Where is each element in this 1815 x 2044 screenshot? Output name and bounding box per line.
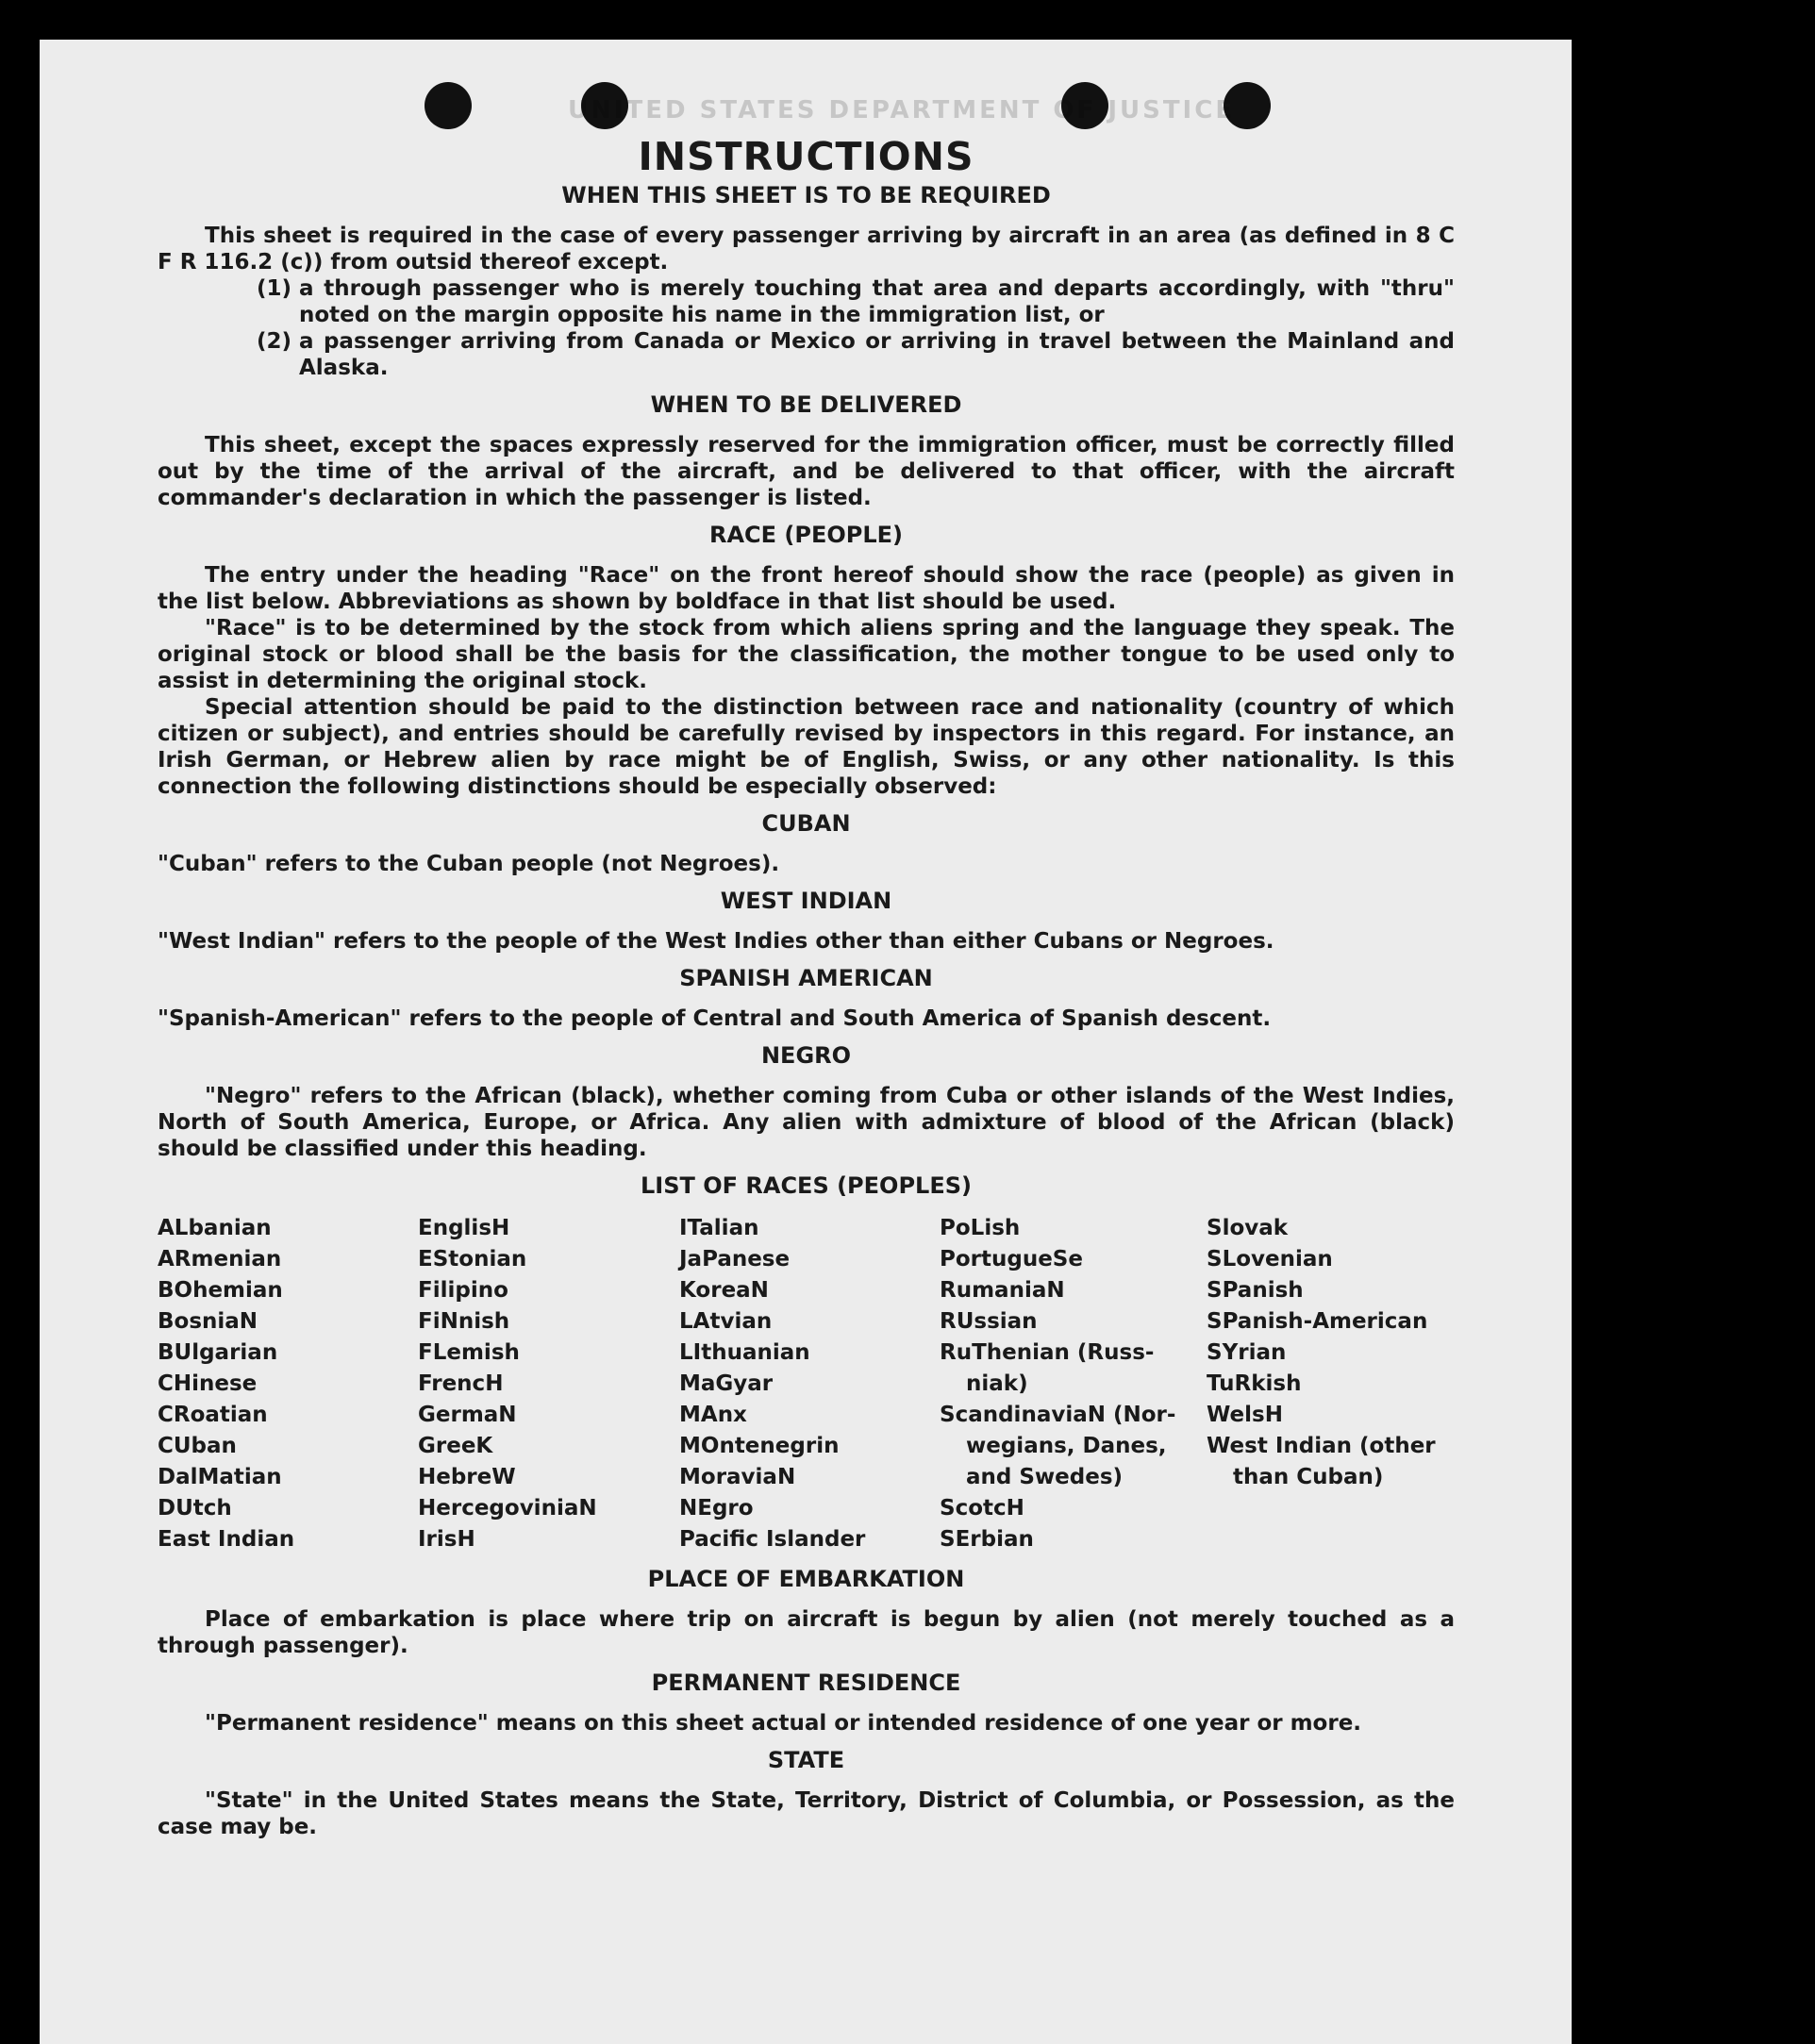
race-entry: GreeK [418, 1434, 493, 1458]
race-entry: MaGyar [679, 1371, 774, 1396]
paragraph: This sheet, except the spaces expressly reserved for the immigration officer, must be correctly filled out by the time of the arrival of the aircraft, and be delivered to that officer, with the aircraft commander's declaration in which the passenger is listed. [158, 433, 1455, 510]
race-entry: DalMatian [158, 1465, 282, 1489]
section-heading: WEST INDIAN [720, 888, 892, 914]
paragraph: "Cuban" refers to the Cuban people (not Negroes). [158, 852, 780, 876]
races-column [158, 1213, 418, 1555]
race-entry: East Indian [158, 1527, 295, 1552]
page-title: INSTRUCTIONS [638, 134, 974, 179]
paragraph: "State" in the United States means the State, Territory, District of Columbia, or Possession, as the case may be. [158, 1788, 1455, 1839]
race-entry: FLemish [418, 1340, 520, 1365]
list-number: (1) [257, 276, 292, 301]
races-column [679, 1213, 940, 1555]
race-entry: Filipino [418, 1278, 508, 1303]
race-entry: IrisH [418, 1527, 475, 1552]
race-entry: HebreW [418, 1465, 516, 1489]
list-item [158, 328, 1455, 381]
race-entry: DUtch [158, 1496, 232, 1521]
race-entry: RuThenian (Russ- [940, 1340, 1155, 1365]
paragraph: Place of embarkation is place where trip on aircraft is begun by alien (not merely touched as a through passenger). [158, 1607, 1455, 1658]
race-entry: TuRkish [1207, 1371, 1302, 1396]
list-number: (2) [257, 329, 292, 354]
race-entry: WelsH [1207, 1403, 1283, 1427]
section-heading: RACE (PEOPLE) [708, 522, 904, 548]
paragraph: "Permanent residence" means on this sheet actual or intended residence of one year or more. [205, 1711, 1362, 1736]
race-entry: SYrian [1207, 1340, 1287, 1365]
race-entry: MoraviaN [679, 1465, 796, 1489]
races-list [158, 1213, 1455, 1555]
race-entry: niak) [966, 1371, 1028, 1396]
section-heading: SPANISH AMERICAN [679, 965, 933, 991]
race-entry: Pacific Islander [679, 1527, 866, 1552]
race-entry: CRoatian [158, 1403, 268, 1427]
race-entry: PortugueSe [940, 1247, 1083, 1271]
race-entry: SLovenian [1207, 1247, 1333, 1271]
race-entry: Slovak [1207, 1216, 1289, 1240]
race-entry: LIthuanian [679, 1340, 810, 1365]
list-item [158, 275, 1455, 328]
section-heading: WHEN THIS SHEET IS TO BE REQUIRED [561, 182, 1051, 208]
section-heading: NEGRO [760, 1042, 852, 1069]
race-entry: FiNnish [418, 1309, 510, 1334]
section-heading: STATE [767, 1747, 845, 1773]
punch-hole [425, 82, 472, 129]
section-heading: PLACE OF EMBARKATION [647, 1566, 965, 1592]
race-entry: KoreaN [679, 1278, 769, 1303]
race-entry: LAtvian [679, 1309, 773, 1334]
race-entry: PoLish [940, 1216, 1021, 1240]
section-heading: PERMANENT RESIDENCE [651, 1670, 961, 1696]
race-entry: NEgro [679, 1496, 754, 1521]
section-heading: WHEN TO BE DELIVERED [650, 391, 962, 418]
race-entry: wegians, Danes, [966, 1434, 1167, 1458]
paragraph: "Spanish-American" refers to the people of Central and South America of Spanish descent. [158, 1006, 1272, 1031]
race-entry: EnglisH [418, 1216, 510, 1240]
instructions-content [158, 132, 1455, 1840]
race-entry: ALbanian [158, 1216, 272, 1240]
race-entry: West Indian (other [1207, 1434, 1436, 1458]
race-entry: SPanish-American [1207, 1309, 1428, 1334]
section-heading: CUBAN [761, 810, 851, 837]
race-entry: ITalian [679, 1216, 759, 1240]
race-entry: ARmenian [158, 1247, 282, 1271]
race-entry: SErbian [940, 1527, 1034, 1552]
race-entry: GermaN [418, 1403, 517, 1427]
race-entry: MOntenegrin [679, 1434, 840, 1458]
list-text: a passenger arriving from Canada or Mexico or arriving in travel between the Mainland and Alaska. [299, 329, 1455, 380]
race-entry: HercegoviniaN [418, 1496, 597, 1521]
race-entry: ScotcH [940, 1496, 1024, 1521]
race-entry: and Swedes) [966, 1465, 1124, 1489]
race-entry: BosniaN [158, 1309, 258, 1334]
race-entry: EStonian [418, 1247, 527, 1271]
document-sheet [40, 40, 1572, 2044]
race-entry: BOhemian [158, 1278, 283, 1303]
section-heading: LIST OF RACES (PEOPLES) [641, 1172, 972, 1199]
race-entry: RUssian [940, 1309, 1038, 1334]
races-column [418, 1213, 679, 1555]
race-entry: CHinese [158, 1371, 258, 1396]
race-entry: than Cuban) [1233, 1465, 1384, 1489]
race-entry: BUlgarian [158, 1340, 278, 1365]
paragraph: This sheet is required in the case of every passenger arriving by aircraft in an area (as defined in 8 C F R 116.2 (c)) from outsid thereof except. [158, 224, 1455, 274]
race-entry: FrencH [418, 1371, 504, 1396]
races-column [940, 1213, 1207, 1555]
races-column [1207, 1213, 1455, 1555]
paragraph: "Negro" refers to the African (black), whether coming from Cuba or other islands of the West Indies, North of South America, Europe, or Africa. Any alien with admixture of blood of the African (black) should be classified under this heading. [158, 1084, 1455, 1161]
race-entry: CUban [158, 1434, 237, 1458]
race-entry: SPanish [1207, 1278, 1304, 1303]
list-text: a through passenger who is merely touching that area and departs accordingly, with "thru" noted on the margin opposite his name in the immigration list, or [299, 276, 1455, 327]
paragraph: Special attention should be paid to the distinction between race and nationality (country of which citizen or subject), and entries should be carefully revised by inspectors in this regard. For instance, an Irish German, or Hebrew alien by race might be of English, Swiss, or any other nationality. Is this connection the following distinctions should be especially observed: [158, 695, 1455, 799]
race-entry: MAnx [679, 1403, 747, 1427]
paragraph: "West Indian" refers to the people of the West Indies other than either Cubans or Negroes. [158, 929, 1274, 954]
paragraph: The entry under the heading "Race" on the front hereof should show the race (people) as given in the list below. Abbreviations as shown by boldface in that list should be used. [158, 563, 1455, 614]
race-entry: ScandinaviaN (Nor- [940, 1403, 1176, 1427]
race-entry: RumaniaN [940, 1278, 1065, 1303]
bleed-through-text: UNITED STATES DEPARTMENT OF JUSTICE [568, 96, 1236, 125]
paragraph: "Race" is to be determined by the stock from which aliens spring and the language they speak. The original stock or blood shall be the basis for the classification, the mother tongue to be used only to assist in determining the original stock. [158, 616, 1455, 693]
race-entry: JaPanese [679, 1247, 791, 1271]
